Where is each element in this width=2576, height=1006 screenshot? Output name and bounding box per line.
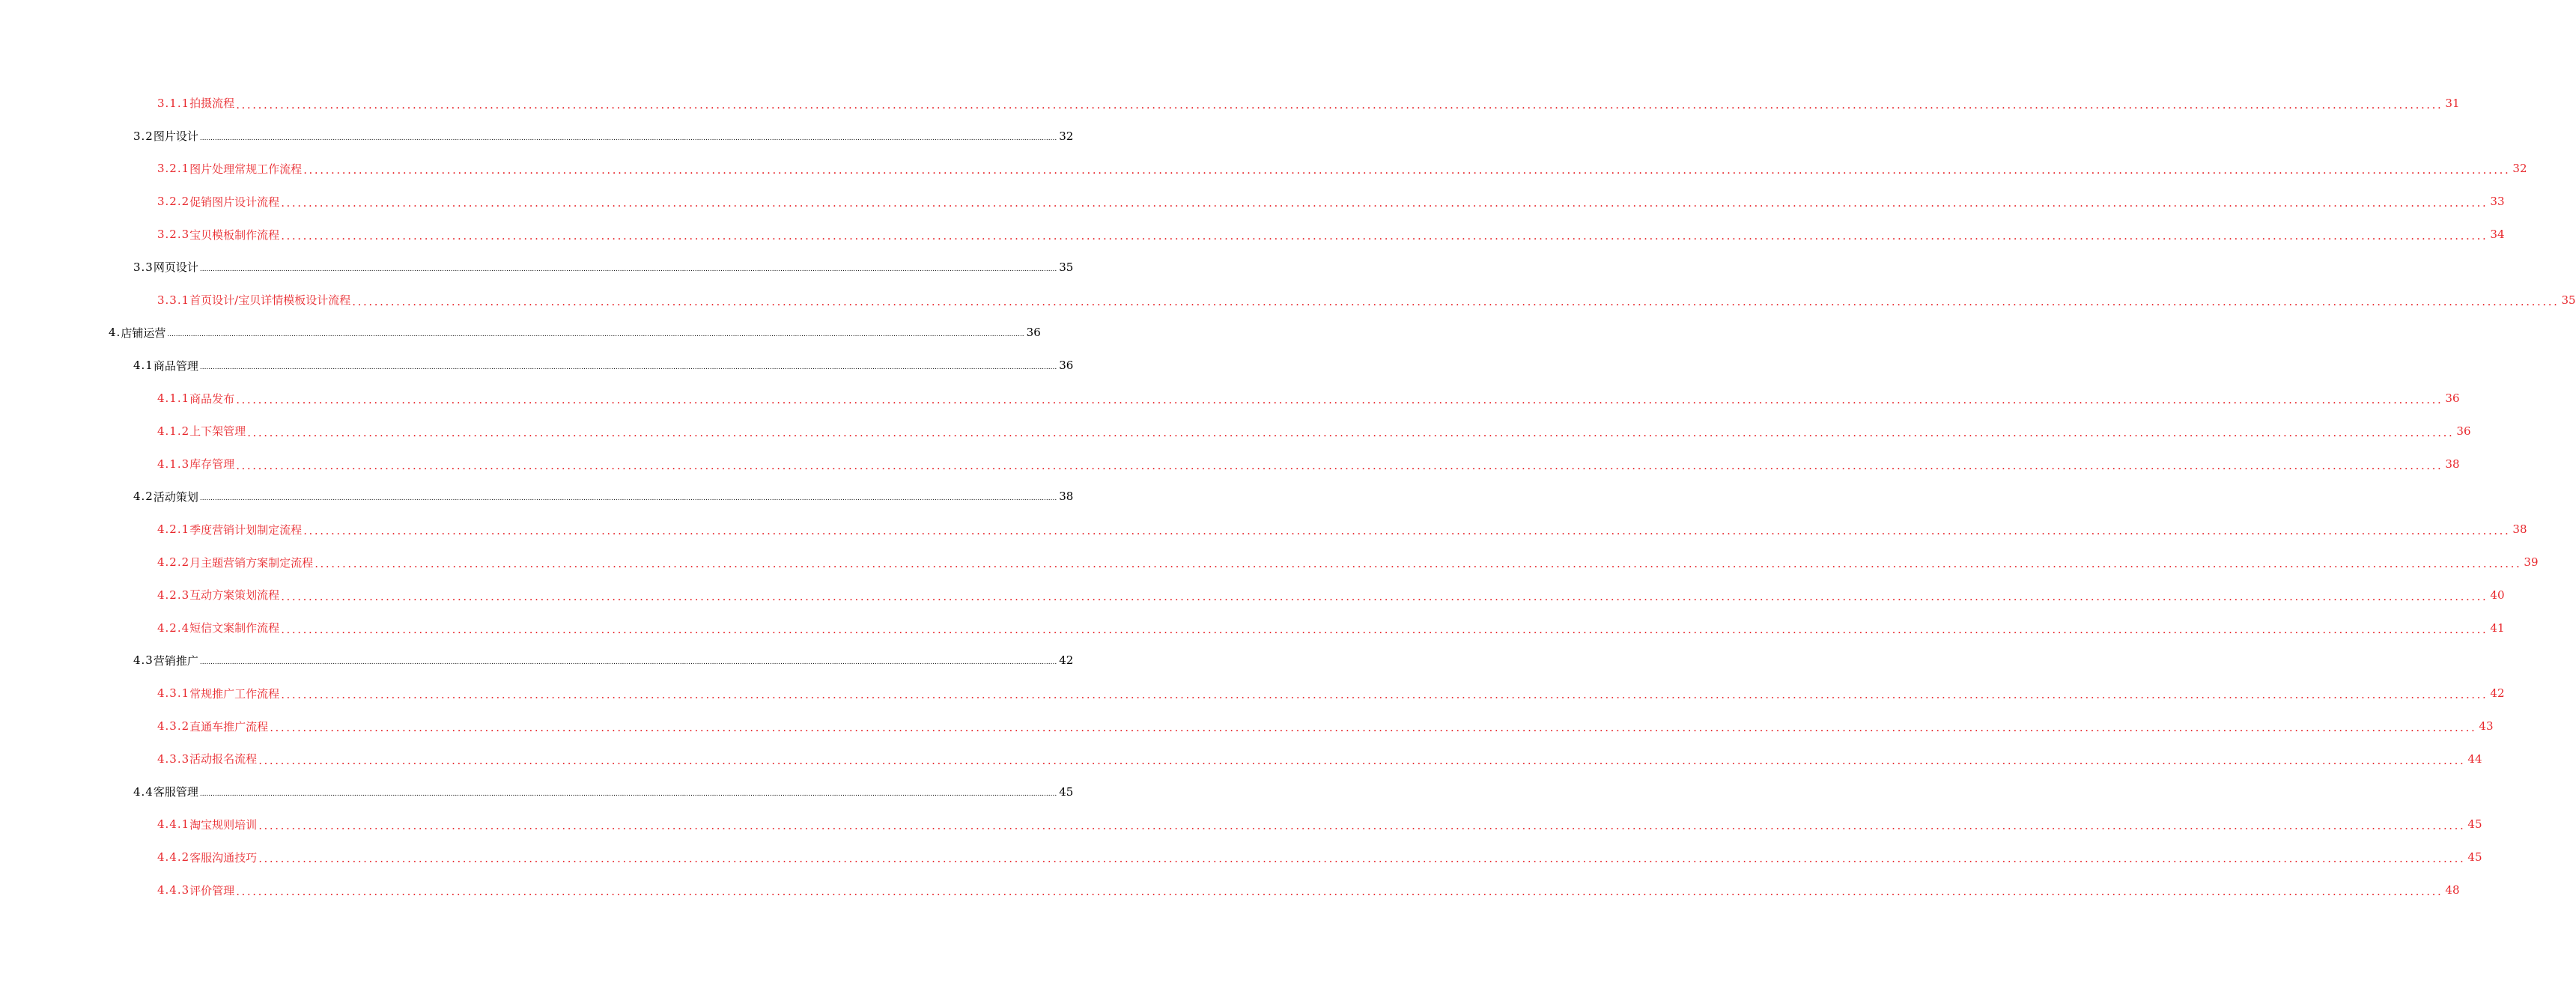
toc-entry[interactable] [0, 317, 1041, 350]
toc-entry-page-number: 32 [1059, 129, 1074, 143]
toc-entry-title: 常规推广工作流程 [189, 686, 280, 701]
toc-entry-title: 互动方案策划流程 [189, 588, 280, 603]
toc-entry-page-number: 44 [2467, 752, 2482, 766]
toc-entry-title: 活动报名流程 [189, 752, 258, 766]
toc-entry[interactable] [0, 808, 2482, 841]
toc-dot-leader: ................................................................................................................................................................................................................................................................................................................................................................................................................ [236, 458, 2443, 472]
toc-entry-title: 客服管理 [153, 785, 198, 799]
toc-entry-page-number: 38 [2512, 522, 2527, 537]
toc-entry[interactable] [0, 382, 2460, 415]
toc-entry[interactable] [0, 349, 1074, 382]
toc-entry-page-number: 34 [2490, 228, 2505, 242]
toc-entry-title: 季度营销计划制定流程 [189, 522, 303, 537]
table-of-contents [0, 87, 2576, 906]
toc-entry-title: 宝贝模板制作流程 [189, 228, 280, 242]
toc-entry-title: 直通车推广流程 [189, 719, 269, 734]
toc-entry-title: 营销推广 [153, 653, 198, 668]
toc-entry[interactable] [0, 775, 1074, 808]
toc-entry-number: 3.2.1 [157, 162, 190, 176]
toc-entry-title: 网页设计 [153, 260, 198, 275]
toc-entry-number: 4.3 [133, 653, 154, 668]
toc-entry[interactable] [0, 546, 2539, 579]
toc-entry[interactable] [0, 513, 2527, 546]
toc-entry[interactable] [0, 251, 1074, 284]
toc-dot-leader: ................................................................................................................................................................................................................................................................................................................................................................................................................ [199, 790, 1057, 798]
toc-entry-page-number: 42 [1059, 653, 1074, 668]
toc-entry-page-number: 31 [2445, 96, 2460, 110]
toc-entry-page-number: 32 [2512, 162, 2527, 176]
toc-entry-number: 3.3.1 [157, 293, 190, 307]
toc-entry-number: 4.4 [133, 784, 154, 799]
toc-entry-page-number: 42 [2490, 686, 2505, 701]
toc-entry[interactable] [0, 284, 2576, 317]
toc-entry-page-number: 48 [2445, 883, 2460, 897]
toc-dot-leader: ................................................................................................................................................................................................................................................................................................................................................................................................................ [258, 819, 2466, 833]
toc-entry-title: 短信文案制作流程 [189, 621, 280, 635]
toc-entry[interactable] [0, 481, 1074, 513]
toc-entry-number: 4.2.3 [157, 588, 190, 602]
toc-dot-leader: ................................................................................................................................................................................................................................................................................................................................................................................................................ [258, 753, 2466, 767]
toc-entry-number: 4.2.2 [157, 555, 190, 570]
toc-dot-leader: ................................................................................................................................................................................................................................................................................................................................................................................................................ [199, 495, 1057, 503]
toc-entry-title: 上下架管理 [189, 424, 246, 439]
toc-entry-number: 4.1.1 [157, 391, 190, 406]
toc-entry-page-number: 38 [1059, 490, 1074, 504]
toc-entry-page-number: 33 [2490, 195, 2505, 209]
toc-dot-leader: ................................................................................................................................................................................................................................................................................................................................................................................................................ [199, 659, 1057, 667]
toc-entry-number: 4.4.3 [157, 883, 190, 897]
toc-entry-page-number: 45 [1059, 784, 1074, 799]
toc-dot-leader: ................................................................................................................................................................................................................................................................................................................................................................................................................ [236, 884, 2443, 898]
toc-entry-page-number: 45 [2467, 850, 2482, 865]
toc-entry-page-number: 35 [2561, 293, 2576, 307]
toc-entry-title: 拍摄流程 [189, 97, 235, 111]
toc-entry-number: 3.2 [133, 129, 154, 143]
toc-entry-number: 4.2.1 [157, 522, 190, 537]
toc-entry-number: 4.1.3 [157, 457, 190, 471]
toc-dot-leader: ................................................................................................................................................................................................................................................................................................................................................................................................................ [199, 134, 1057, 142]
toc-entry-title: 客服沟通技巧 [189, 850, 258, 865]
toc-entry-number: 4.3.1 [157, 686, 190, 701]
toc-entry-title: 库存管理 [189, 457, 235, 472]
toc-entry-page-number: 36 [2445, 391, 2460, 406]
toc-entry-number: 3.3 [133, 260, 154, 274]
toc-entry-number: 4.4.1 [157, 817, 190, 832]
toc-entry[interactable] [0, 415, 2471, 448]
toc-dot-leader: ................................................................................................................................................................................................................................................................................................................................................................................................................ [303, 163, 2511, 177]
toc-entry[interactable] [0, 612, 2505, 644]
toc-entry-number: 4.2.4 [157, 621, 190, 635]
toc-entry-title: 活动策划 [153, 490, 198, 504]
toc-dot-leader: ................................................................................................................................................................................................................................................................................................................................................................................................................ [352, 294, 2560, 308]
toc-entry[interactable] [0, 218, 2505, 251]
toc-entry-title: 首页设计/宝贝详情模板设计流程 [189, 293, 351, 308]
toc-entry-title: 淘宝规则培训 [189, 817, 258, 832]
toc-entry[interactable] [0, 677, 2505, 710]
toc-entry[interactable] [0, 120, 1074, 153]
toc-entry-title: 图片设计 [153, 129, 198, 144]
toc-entry[interactable] [0, 579, 2505, 612]
toc-dot-leader: ................................................................................................................................................................................................................................................................................................................................................................................................................ [258, 852, 2466, 866]
toc-dot-leader: ................................................................................................................................................................................................................................................................................................................................................................................................................ [281, 622, 2488, 636]
toc-entry-title: 促销图片设计流程 [189, 195, 280, 209]
toc-entry-number: 4.1.2 [157, 424, 190, 438]
toc-entry[interactable] [0, 710, 2494, 743]
toc-dot-leader: ................................................................................................................................................................................................................................................................................................................................................................................................................ [281, 228, 2488, 243]
toc-entry[interactable] [0, 841, 2482, 874]
toc-entry[interactable] [0, 153, 2527, 186]
toc-entry-page-number: 43 [2479, 719, 2494, 734]
toc-entry[interactable] [0, 448, 2460, 481]
toc-dot-leader: ................................................................................................................................................................................................................................................................................................................................................................................................................ [281, 688, 2488, 702]
toc-entry-number: 4. [109, 326, 121, 340]
toc-entry-title: 评价管理 [189, 883, 235, 897]
toc-entry-page-number: 45 [2467, 817, 2482, 832]
toc-entry-page-number: 35 [1059, 260, 1074, 274]
toc-entry-number: 3.1.1 [157, 96, 190, 110]
toc-dot-leader: ................................................................................................................................................................................................................................................................................................................................................................................................................ [281, 589, 2488, 603]
toc-entry-number: 4.3.2 [157, 719, 190, 734]
toc-entry-title: 商品发布 [189, 391, 235, 406]
toc-entry[interactable] [0, 644, 1074, 677]
toc-entry-title: 商品管理 [153, 359, 198, 373]
toc-dot-leader: ................................................................................................................................................................................................................................................................................................................................................................................................................ [315, 556, 2522, 570]
toc-entry-title: 月主题营销方案制定流程 [189, 555, 314, 570]
toc-entry-page-number: 38 [2445, 457, 2460, 471]
toc-entry-number: 4.1 [133, 359, 154, 373]
toc-entry-number: 4.2 [133, 490, 154, 504]
toc-dot-leader: ................................................................................................................................................................................................................................................................................................................................................................................................................ [303, 524, 2511, 538]
toc-entry-page-number: 36 [2456, 424, 2471, 438]
toc-entry-number: 3.2.3 [157, 228, 190, 242]
toc-entry-page-number: 36 [1026, 326, 1041, 340]
toc-entry[interactable] [0, 743, 2482, 775]
toc-entry-page-number: 36 [1059, 359, 1074, 373]
toc-entry-page-number: 40 [2490, 588, 2505, 602]
toc-dot-leader: ................................................................................................................................................................................................................................................................................................................................................................................................................ [236, 392, 2443, 406]
toc-dot-leader: ................................................................................................................................................................................................................................................................................................................................................................................................................ [199, 265, 1057, 273]
toc-entry[interactable] [0, 185, 2505, 218]
toc-entry[interactable] [0, 874, 2460, 906]
toc-entry[interactable] [0, 87, 2460, 120]
toc-entry-number: 3.2.2 [157, 195, 190, 209]
toc-entry-title: 图片处理常规工作流程 [189, 162, 303, 176]
toc-entry-page-number: 41 [2490, 621, 2505, 635]
toc-entry-page-number: 39 [2524, 555, 2539, 570]
toc-dot-leader: ................................................................................................................................................................................................................................................................................................................................................................................................................ [199, 364, 1057, 372]
toc-dot-leader: ................................................................................................................................................................................................................................................................................................................................................................................................................ [270, 720, 2477, 734]
toc-dot-leader: ................................................................................................................................................................................................................................................................................................................................................................................................................ [167, 331, 1024, 339]
toc-dot-leader: ................................................................................................................................................................................................................................................................................................................................................................................................................ [236, 97, 2443, 112]
toc-entry-title: 店铺运营 [121, 326, 166, 340]
toc-dot-leader: ................................................................................................................................................................................................................................................................................................................................................................................................................ [247, 425, 2455, 439]
toc-dot-leader: ................................................................................................................................................................................................................................................................................................................................................................................................................ [281, 196, 2488, 210]
toc-entry-number: 4.4.2 [157, 850, 190, 865]
toc-entry-number: 4.3.3 [157, 752, 190, 766]
